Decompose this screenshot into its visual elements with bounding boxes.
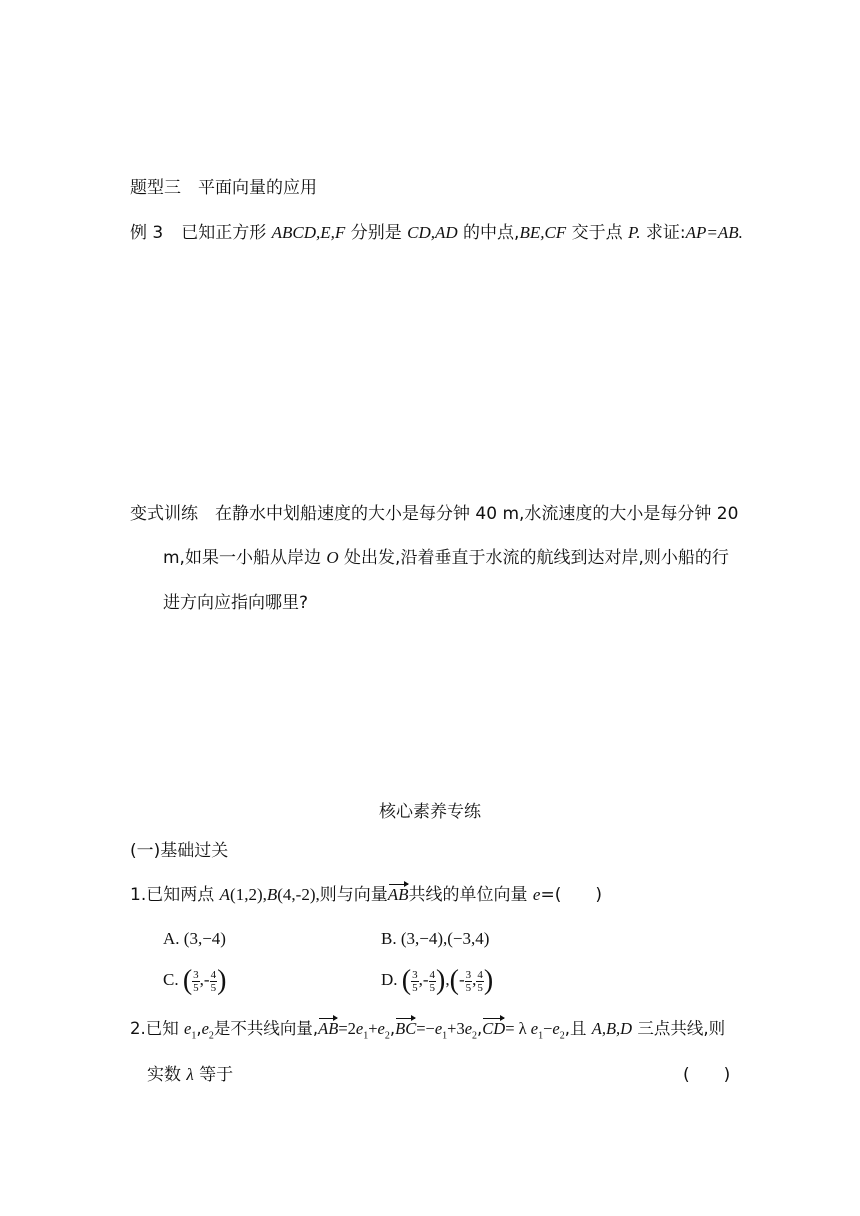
core-heading [0,800,860,824]
question-text: 则与向量 [319,885,388,905]
subscript: 1 [538,1030,544,1042]
example-text: 已知正方形 [181,223,272,243]
separator: , [445,969,450,989]
separator: , [196,1019,202,1038]
variant-line-3: 进方向应指向哪里? [163,593,309,613]
question-number: 2. [130,1019,146,1038]
separator: ,- [199,969,210,989]
fraction [411,969,419,994]
example-text: 求证: [640,223,686,243]
math-text: +3 [447,1019,465,1038]
numerator: 4 [477,968,483,981]
denominator: 5 [210,981,217,994]
subscript: 2 [208,1030,214,1042]
subsection-title: (一)基础过关 [130,841,229,861]
question-number: 1. [130,885,147,905]
subscript: 1 [442,1030,448,1042]
numerator: 4 [210,968,217,981]
question-text: 共线的单位向量 [408,885,533,905]
example-3 [130,221,743,245]
math-text: e [201,1019,209,1038]
variant-line-2 [163,546,729,570]
question-1 [130,883,602,907]
variant-line-1 [130,502,738,526]
math-text: =− [416,1019,435,1038]
numerator: 4 [429,968,436,981]
left-paren: ( [182,965,193,996]
question-text: ,且 [564,1019,592,1038]
math-text: =2 [338,1019,356,1038]
math-text: BE,CF [519,223,567,242]
separator: , [472,969,477,989]
question-text: 实数 [147,1065,187,1085]
option-label: D. [381,969,398,989]
variant-text: 在静水中划船速度的大小是每分钟 40 m,水流速度的大小是每分钟 20 [215,504,739,524]
math-text: ABCD,E,F [271,223,346,242]
example-label: 例 3 [130,223,164,243]
question-text: 三点共线,则 [632,1019,726,1038]
math-text: P. [628,223,641,242]
subscript: 2 [472,1030,478,1042]
math-text: e [530,1019,539,1038]
subscript: 1 [363,1030,369,1042]
right-paren: ) [483,965,494,996]
left-paren: ( [449,965,459,996]
math-text: CD,AD [407,223,458,242]
math-text: e [532,885,541,904]
left-paren: ( [401,965,412,996]
math-text: B [266,885,278,904]
math-text: O [326,548,339,567]
math-text: A,B,D [591,1019,633,1038]
variant-label: 变式训练 [130,504,198,524]
math-text: = λ [505,1019,531,1038]
separator: ,- [418,969,429,989]
vector-ab: AB [388,883,409,907]
math-text: e [464,1019,473,1038]
question-text: 已知 [145,1019,184,1038]
denominator: 5 [429,981,436,994]
option-d: D. ( $\frac{3}{5}$ ,- $\frac{4}{5}$ ),(- $\frac{3}{5}$ , $\frac{4}{5}$ ) [381,965,494,996]
math-text: + [368,1019,378,1038]
separator: , [477,1019,483,1038]
core-heading-text: 核心素养专练 [379,802,481,822]
numerator: 3 [465,968,472,981]
numerator: 3 [193,968,199,981]
vector-ab: AB [318,1017,338,1041]
example-text: 的中点, [457,223,520,243]
question-text: 已知两点 [146,885,220,905]
fraction [476,969,484,994]
math-text: e [434,1019,443,1038]
math-text: AP=AB. [685,223,743,242]
subscript: 2 [384,1030,390,1042]
option-a: A. (3,−4) [163,929,226,948]
option-c [163,966,226,996]
fraction [429,969,437,994]
separator: , [389,1019,396,1038]
question-2 [130,1017,725,1048]
question-2-line-2 [147,1063,233,1087]
example-text: 分别是 [345,223,408,243]
option-label: C. [163,969,179,989]
right-paren: ) [217,965,227,996]
denominator: 5 [465,981,472,994]
math-text: (4,-2), [277,885,320,904]
answer-blank: =( ) [540,885,602,905]
vector-cd: CD [482,1017,505,1041]
math-text: e [377,1019,385,1038]
denominator: 5 [477,981,483,994]
right-paren: ) [436,965,446,996]
denominator: 5 [412,981,418,994]
math-text: λ [186,1065,194,1084]
question-text: 等于 [193,1065,234,1085]
answer-blank: ( ) [683,1065,731,1085]
section-title: 题型三 平面向量的应用 [130,178,317,198]
variant-text: 处出发,沿着垂直于水流的航线到达对岸,则小船的行 [338,548,729,568]
denominator: 5 [193,981,199,994]
math-text: A [219,885,231,904]
variant-text: m,如果一小船从岸边 [163,548,327,568]
question-text: 是不共线向量, [213,1019,319,1038]
math-text: − [543,1019,553,1038]
vector-bc: BC [395,1017,416,1041]
math-text: e [355,1019,364,1038]
numerator: 3 [412,968,418,981]
math-text: e [552,1019,560,1038]
option-b: B. (3,−4),(−3,4) [381,929,490,948]
example-text: 交于点 [566,223,629,243]
fraction [465,969,473,994]
math-text: e [184,1019,192,1038]
fraction [210,969,218,994]
fraction [192,969,200,994]
subscript: 1 [191,1030,197,1042]
math-text: (1,2), [230,885,267,904]
subscript: 2 [559,1030,565,1042]
